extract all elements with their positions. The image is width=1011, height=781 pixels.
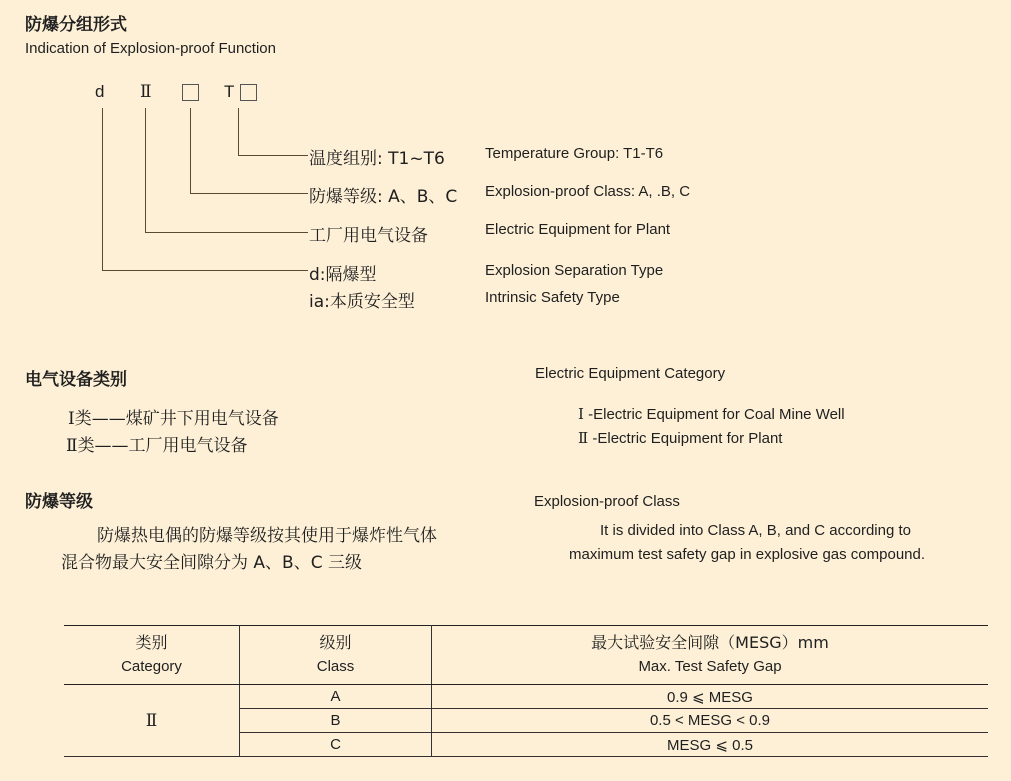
category-item-1-cn: Ⅰ类——煤矿井下用电气设备 — [68, 409, 279, 429]
code-d: d — [95, 82, 105, 101]
class-title-cn: 防爆等级 — [25, 492, 93, 512]
class-cell: B — [240, 709, 432, 733]
header-mesg: 最大试验安全间隙（MESG）mm Max. Test Safety Gap — [432, 626, 989, 685]
table-header-row — [64, 626, 988, 685]
gap-cell: 0.9 ⩽ MESG — [432, 685, 989, 709]
label-class-en: Explosion-proof Class: A, .B, C — [485, 183, 691, 200]
gap-cell: MESG ⩽ 0.5 — [432, 733, 989, 757]
category-title-en: Electric Equipment Category — [535, 365, 726, 382]
label-flameproof-en: Explosion Separation Type — [485, 262, 664, 279]
header-category: 类别 Category — [64, 626, 240, 685]
label-plant-cn: 工厂用电气设备 — [309, 226, 428, 246]
header-class: 级别 Class — [240, 626, 432, 685]
class-body-cn-line1: 防爆热电偶的防爆等级按其使用于爆炸性气体 — [97, 526, 437, 546]
label-plant-en: Electric Equipment for Plant — [485, 221, 671, 238]
class-placeholder-box — [182, 84, 199, 102]
label-flameproof-cn: d:隔爆型 — [309, 265, 377, 285]
category-title-cn: 电气设备类别 — [25, 370, 127, 390]
label-class-cn: 防爆等级: A、B、C — [309, 187, 458, 207]
class-cell: C — [240, 733, 432, 757]
section-title-cn: 防爆分组形式 — [25, 15, 127, 35]
gap-cell: 0.5 < MESG < 0.9 — [432, 709, 989, 733]
code-group: Ⅱ — [140, 82, 152, 101]
category-item-2-en: Ⅱ -Electric Equipment for Plant — [578, 430, 783, 447]
class-body-en-line1: It is divided into Class A, B, and C according to — [600, 522, 911, 539]
category-item-2-cn: Ⅱ类——工厂用电气设备 — [66, 436, 248, 456]
class-cell: A — [240, 685, 432, 709]
label-temperature-cn: 温度组别: T1~T6 — [309, 149, 445, 169]
class-body-en-line2: maximum test safety gap in explosive gas compound. — [569, 546, 926, 563]
category-item-1-en: Ⅰ -Electric Equipment for Coal Mine Well — [578, 406, 845, 423]
label-temperature-en: Temperature Group: T1-T6 — [485, 145, 664, 162]
category-cell: Ⅱ — [64, 685, 240, 757]
section-title-en: Indication of Explosion-proof Function — [25, 40, 276, 57]
class-title-en: Explosion-proof Class — [534, 493, 680, 510]
temperature-placeholder-box — [240, 84, 257, 102]
mesg-table — [64, 625, 988, 757]
code-t: T — [224, 82, 235, 101]
label-intrinsic-en: Intrinsic Safety Type — [485, 289, 620, 306]
table-row — [64, 685, 988, 709]
label-intrinsic-cn: ia:本质安全型 — [309, 292, 415, 312]
class-body-cn-line2: 混合物最大安全间隙分为 A、B、C 三级 — [61, 553, 362, 573]
